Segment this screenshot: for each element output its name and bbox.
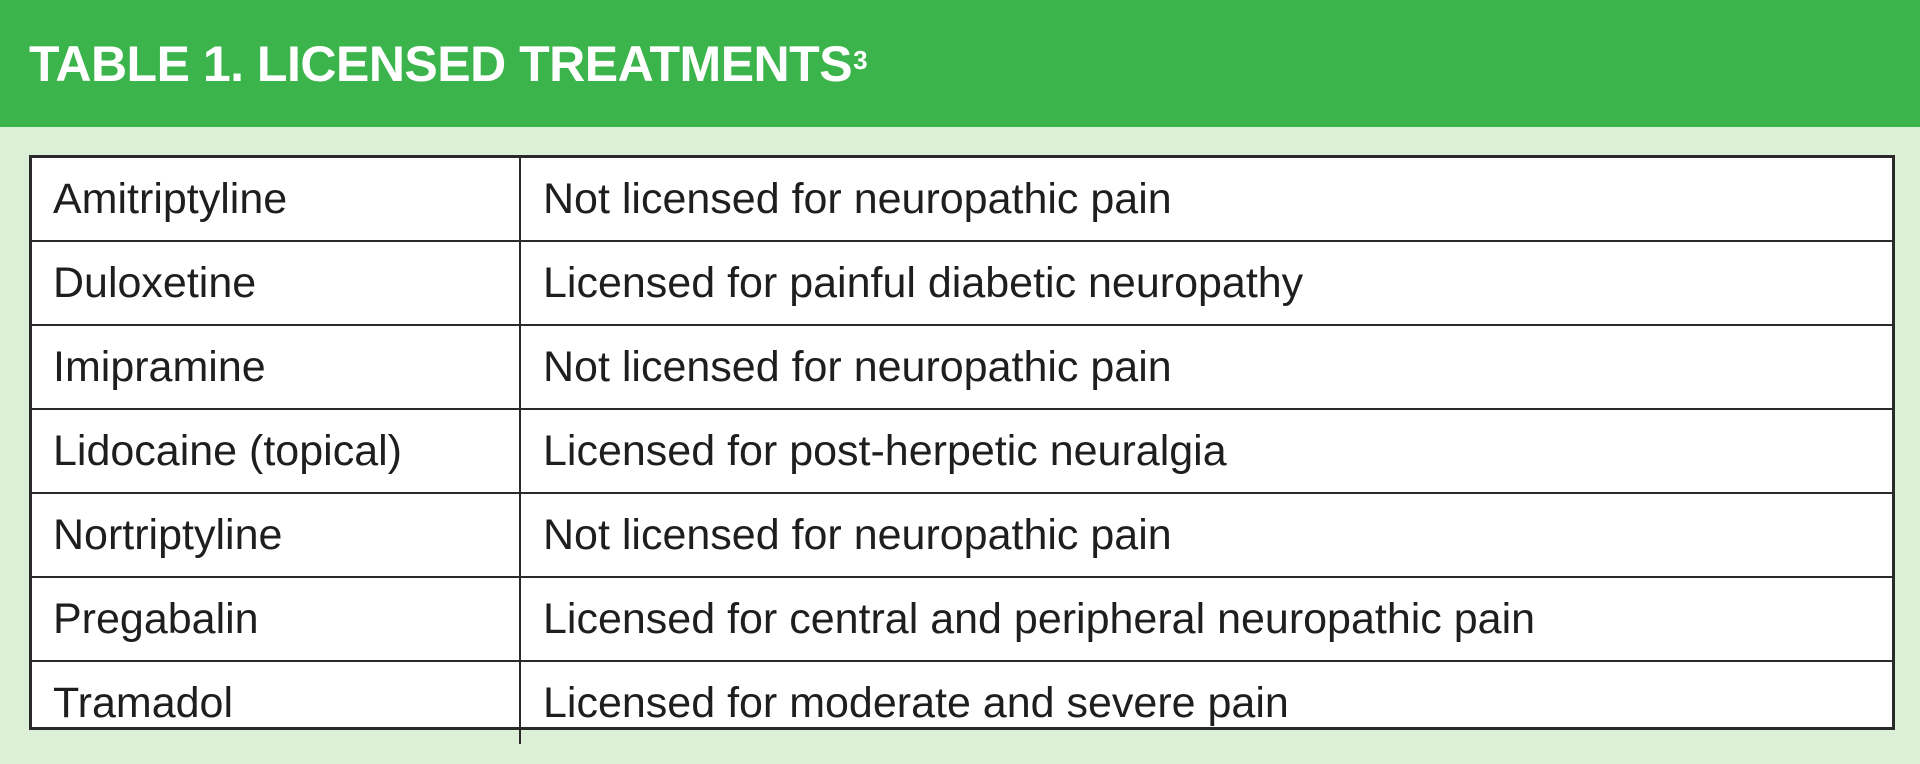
drug-name-cell: Imipramine bbox=[32, 325, 520, 409]
license-status-cell: Not licensed for neuropathic pain bbox=[520, 493, 1892, 577]
title-reference-superscript: 3 bbox=[853, 45, 868, 75]
table-header-bar bbox=[0, 0, 1920, 127]
table-row bbox=[32, 158, 1892, 241]
license-status-cell: Not licensed for neuropathic pain bbox=[520, 325, 1892, 409]
drug-name-cell: Lidocaine (topical) bbox=[32, 409, 520, 493]
table-title bbox=[29, 34, 867, 94]
table-title-text: TABLE 1. LICENSED TREATMENTS bbox=[29, 36, 853, 92]
drug-name-cell: Amitriptyline bbox=[32, 158, 520, 241]
treatments-table bbox=[32, 158, 1892, 744]
drug-name-cell: Duloxetine bbox=[32, 241, 520, 325]
table-row bbox=[32, 577, 1892, 661]
drug-name-cell: Tramadol bbox=[32, 661, 520, 744]
license-status-cell: Licensed for post-herpetic neuralgia bbox=[520, 409, 1892, 493]
table-row bbox=[32, 409, 1892, 493]
license-status-cell: Licensed for painful diabetic neuropathy bbox=[520, 241, 1892, 325]
license-status-cell: Not licensed for neuropathic pain bbox=[520, 158, 1892, 241]
table-row bbox=[32, 325, 1892, 409]
license-status-cell: Licensed for moderate and severe pain bbox=[520, 661, 1892, 744]
table-row bbox=[32, 493, 1892, 577]
drug-name-cell: Pregabalin bbox=[32, 577, 520, 661]
drug-name-cell: Nortriptyline bbox=[32, 493, 520, 577]
table-row bbox=[32, 241, 1892, 325]
table-row bbox=[32, 661, 1892, 744]
treatments-table-frame bbox=[29, 155, 1895, 730]
license-status-cell: Licensed for central and peripheral neuropathic pain bbox=[520, 577, 1892, 661]
